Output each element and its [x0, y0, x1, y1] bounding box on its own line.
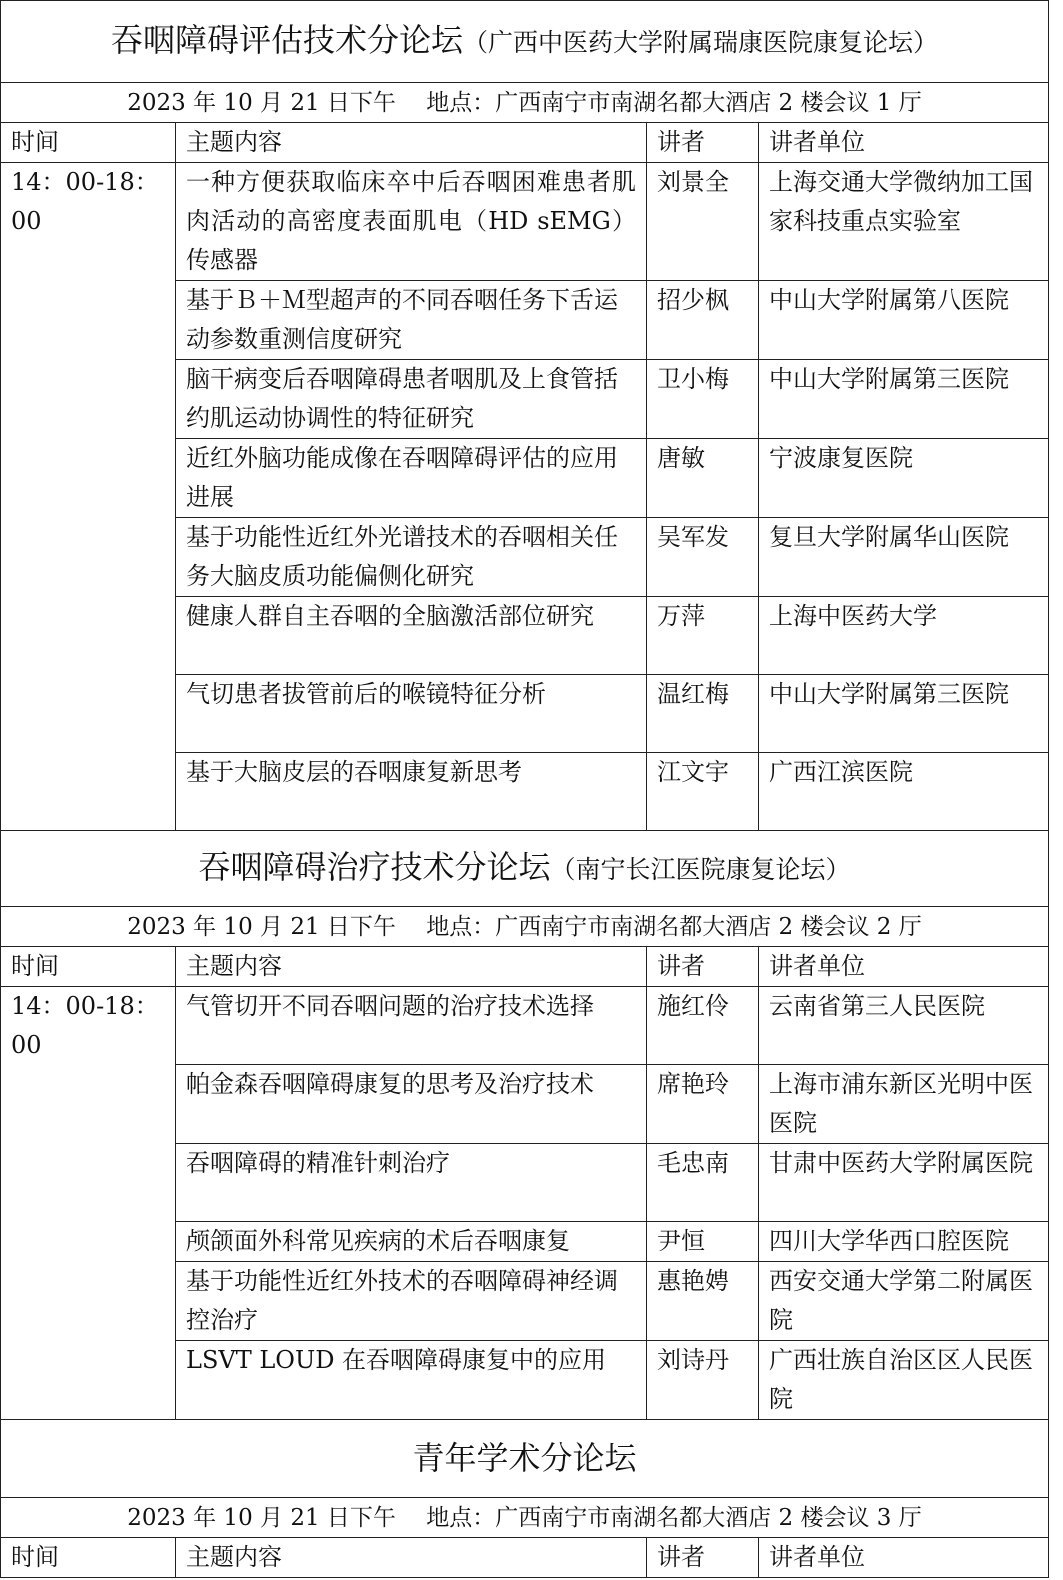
forum-title-row: [1, 831, 1049, 907]
header-unit: 讲者单位: [759, 123, 1049, 163]
header-unit: 讲者单位: [759, 947, 1049, 987]
time-cell: 14：00-18：00: [1, 987, 176, 1420]
header-row: [1, 1538, 1049, 1578]
topic-cell: 近红外脑功能成像在吞咽障碍评估的应用进展: [176, 439, 647, 518]
header-time: 时间: [1, 1538, 176, 1578]
forum-title-main: 青年学术分论坛: [412, 1439, 637, 1477]
forum-info: 2023 年 10 月 21 日下午 地点：广西南宁市南湖名都大酒店 2 楼会议 1 厅: [1, 83, 1049, 123]
unit-cell: 甘肃中医药大学附属医院: [759, 1144, 1049, 1222]
header-speaker: 讲者: [647, 1538, 759, 1578]
unit-cell: 四川大学华西口腔医院: [759, 1222, 1049, 1262]
forum-title: [1, 831, 1049, 907]
forum-title-main: 吞咽障碍评估技术分论坛: [111, 21, 464, 59]
header-topic: 主题内容: [176, 947, 647, 987]
forum-info-row: [1, 83, 1049, 123]
header-speaker: 讲者: [647, 123, 759, 163]
unit-cell: 中山大学附属第八医院: [759, 281, 1049, 360]
speaker-cell: 吴军发: [647, 518, 759, 597]
speaker-cell: 卫小梅: [647, 360, 759, 439]
forum-info: 2023 年 10 月 21 日下午 地点：广西南宁市南湖名都大酒店 2 楼会议 3 厅: [1, 1498, 1049, 1538]
topic-cell: 帕金森吞咽障碍康复的思考及治疗技术: [176, 1065, 647, 1144]
unit-cell: 广西江滨医院: [759, 753, 1049, 831]
table-row: [1, 987, 1049, 1065]
unit-cell: 中山大学附属第三医院: [759, 360, 1049, 439]
forum-title-main: 吞咽障碍治疗技术分论坛: [198, 848, 551, 886]
speaker-cell: 刘诗丹: [647, 1341, 759, 1420]
unit-cell: 中山大学附属第三医院: [759, 675, 1049, 753]
topic-cell: 吞咽障碍的精准针刺治疗: [176, 1144, 647, 1222]
header-topic: 主题内容: [176, 1538, 647, 1578]
speaker-cell: 温红梅: [647, 675, 759, 753]
speaker-cell: 江文宇: [647, 753, 759, 831]
unit-cell: 宁波康复医院: [759, 439, 1049, 518]
header-time: 时间: [1, 947, 176, 987]
topic-cell: 基于功能性近红外光谱技术的吞咽相关任务大脑皮质功能偏侧化研究: [176, 518, 647, 597]
unit-cell: 广西壮族自治区区人民医院: [759, 1341, 1049, 1420]
header-row: [1, 123, 1049, 163]
unit-cell: 西安交通大学第二附属医院: [759, 1262, 1049, 1341]
time-cell: 14：00-18：00: [1, 163, 176, 831]
speaker-cell: 尹恒: [647, 1222, 759, 1262]
speaker-cell: 毛忠南: [647, 1144, 759, 1222]
speaker-cell: 招少枫: [647, 281, 759, 360]
header-topic: 主题内容: [176, 123, 647, 163]
forum-info-row: [1, 907, 1049, 947]
topic-cell: 脑干病变后吞咽障碍患者咽肌及上食管括约肌运动协调性的特征研究: [176, 360, 647, 439]
header-row: [1, 947, 1049, 987]
unit-cell: 上海市浦东新区光明中医医院: [759, 1065, 1049, 1144]
header-speaker: 讲者: [647, 947, 759, 987]
speaker-cell: 席艳玲: [647, 1065, 759, 1144]
topic-cell: 健康人群自主吞咽的全脑激活部位研究: [176, 597, 647, 675]
forum-title: [1, 1420, 1049, 1498]
topic-cell: LSVT LOUD 在吞咽障碍康复中的应用: [176, 1341, 647, 1420]
topic-cell: 一种方便获取临床卒中后吞咽困难患者肌肉活动的高密度表面肌电（HD sEMG）传感器: [176, 163, 647, 281]
forum-title-sub: （广西中医药大学附属瑞康医院康复论坛）: [463, 28, 939, 57]
unit-cell: 上海交通大学微纳加工国家科技重点实验室: [759, 163, 1049, 281]
speaker-cell: 唐敏: [647, 439, 759, 518]
unit-cell: 复旦大学附属华山医院: [759, 518, 1049, 597]
speaker-cell: 刘景全: [647, 163, 759, 281]
forum-info: 2023 年 10 月 21 日下午 地点：广西南宁市南湖名都大酒店 2 楼会议 2 厅: [1, 907, 1049, 947]
speaker-cell: 万萍: [647, 597, 759, 675]
unit-cell: 上海中医药大学: [759, 597, 1049, 675]
topic-cell: 基于功能性近红外技术的吞咽障碍神经调控治疗: [176, 1262, 647, 1341]
topic-cell: 气管切开不同吞咽问题的治疗技术选择: [176, 987, 647, 1065]
topic-cell: 颅颌面外科常见疾病的术后吞咽康复: [176, 1222, 647, 1262]
table-row: [1, 163, 1049, 281]
forum-title-row: [1, 1, 1049, 83]
forum-title: [1, 1, 1049, 83]
topic-cell: 基于大脑皮层的吞咽康复新思考: [176, 753, 647, 831]
header-time: 时间: [1, 123, 176, 163]
speaker-cell: 施红伶: [647, 987, 759, 1065]
topic-cell: 气切患者拔管前后的喉镜特征分析: [176, 675, 647, 753]
forum-title-sub: （南宁长江医院康复论坛）: [550, 855, 851, 884]
unit-cell: 云南省第三人民医院: [759, 987, 1049, 1065]
forum-info-row: [1, 1498, 1049, 1538]
speaker-cell: 惠艳娉: [647, 1262, 759, 1341]
header-unit: 讲者单位: [759, 1538, 1049, 1578]
topic-cell: 基于Ｂ＋Ｍ型超声的不同吞咽任务下舌运动参数重测信度研究: [176, 281, 647, 360]
forum-title-row: [1, 1420, 1049, 1498]
